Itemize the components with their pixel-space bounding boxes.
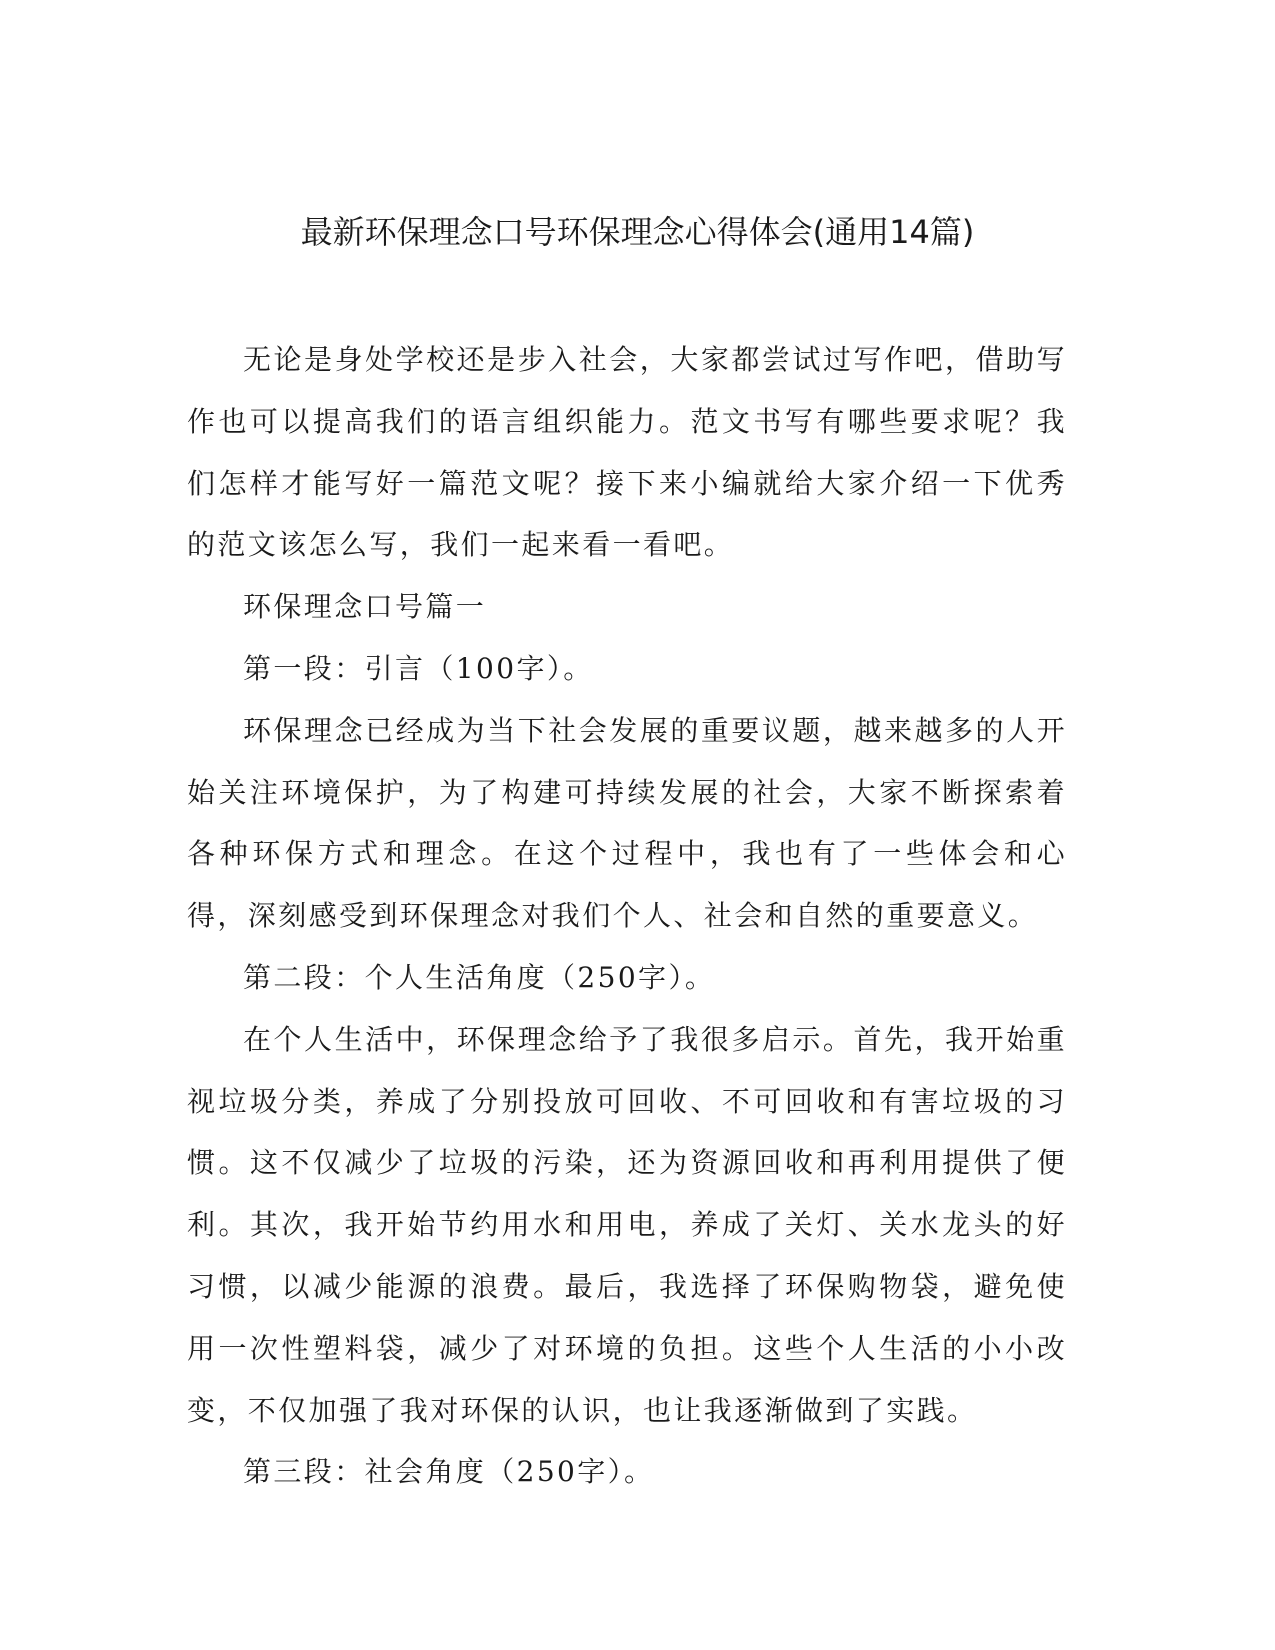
section-heading: 环保理念口号篇一 [243, 590, 487, 624]
subsection-heading: 第三段：社会角度（250字）。 [243, 1455, 655, 1489]
document-body [187, 329, 1067, 1503]
body-paragraph: 环保理念已经成为当下社会发展的重要议题，越来越多的人开始关注环境保护，为了构建可持续发展的社会，大家不断探索着各种环保方式和理念。在这个过程中，我也有了一些体会和心得，深刻感受到环保理念对我们个人、社会和自然的重要意义。 [187, 713, 1067, 933]
subsection-heading: 第二段：个人生活角度（250字）。 [243, 960, 716, 994]
body-paragraph: 在个人生活中，环保理念给予了我很多启示。首先，我开始重视垃圾分类，养成了分别投放可回收、不可回收和有害垃圾的习惯。这不仅减少了垃圾的污染，还为资源回收和再利用提供了便利。其次，我开始节约用水和用电，养成了关灯、关水龙头的好习惯，以减少能源的浪费。最后，我选择了环保购物袋，避免使用一次性塑料袋，减少了对环境的负担。这些个人生活的小小改变，不仅加强了我对环保的认识，也让我逐渐做到了实践。 [187, 1022, 1067, 1427]
subsection-heading: 第一段：引言（100字）。 [243, 651, 594, 685]
document-title: 最新环保理念口号环保理念心得体会(通用14篇) [300, 213, 975, 251]
intro-paragraph: 无论是身处学校还是步入社会，大家都尝试过写作吧，借助写作也可以提高我们的语言组织能力。范文书写有哪些要求呢？我们怎样才能写好一篇范文呢？接下来小编就给大家介绍一下优秀的范文该怎么写，我们一起来看一看吧。 [187, 343, 1067, 562]
